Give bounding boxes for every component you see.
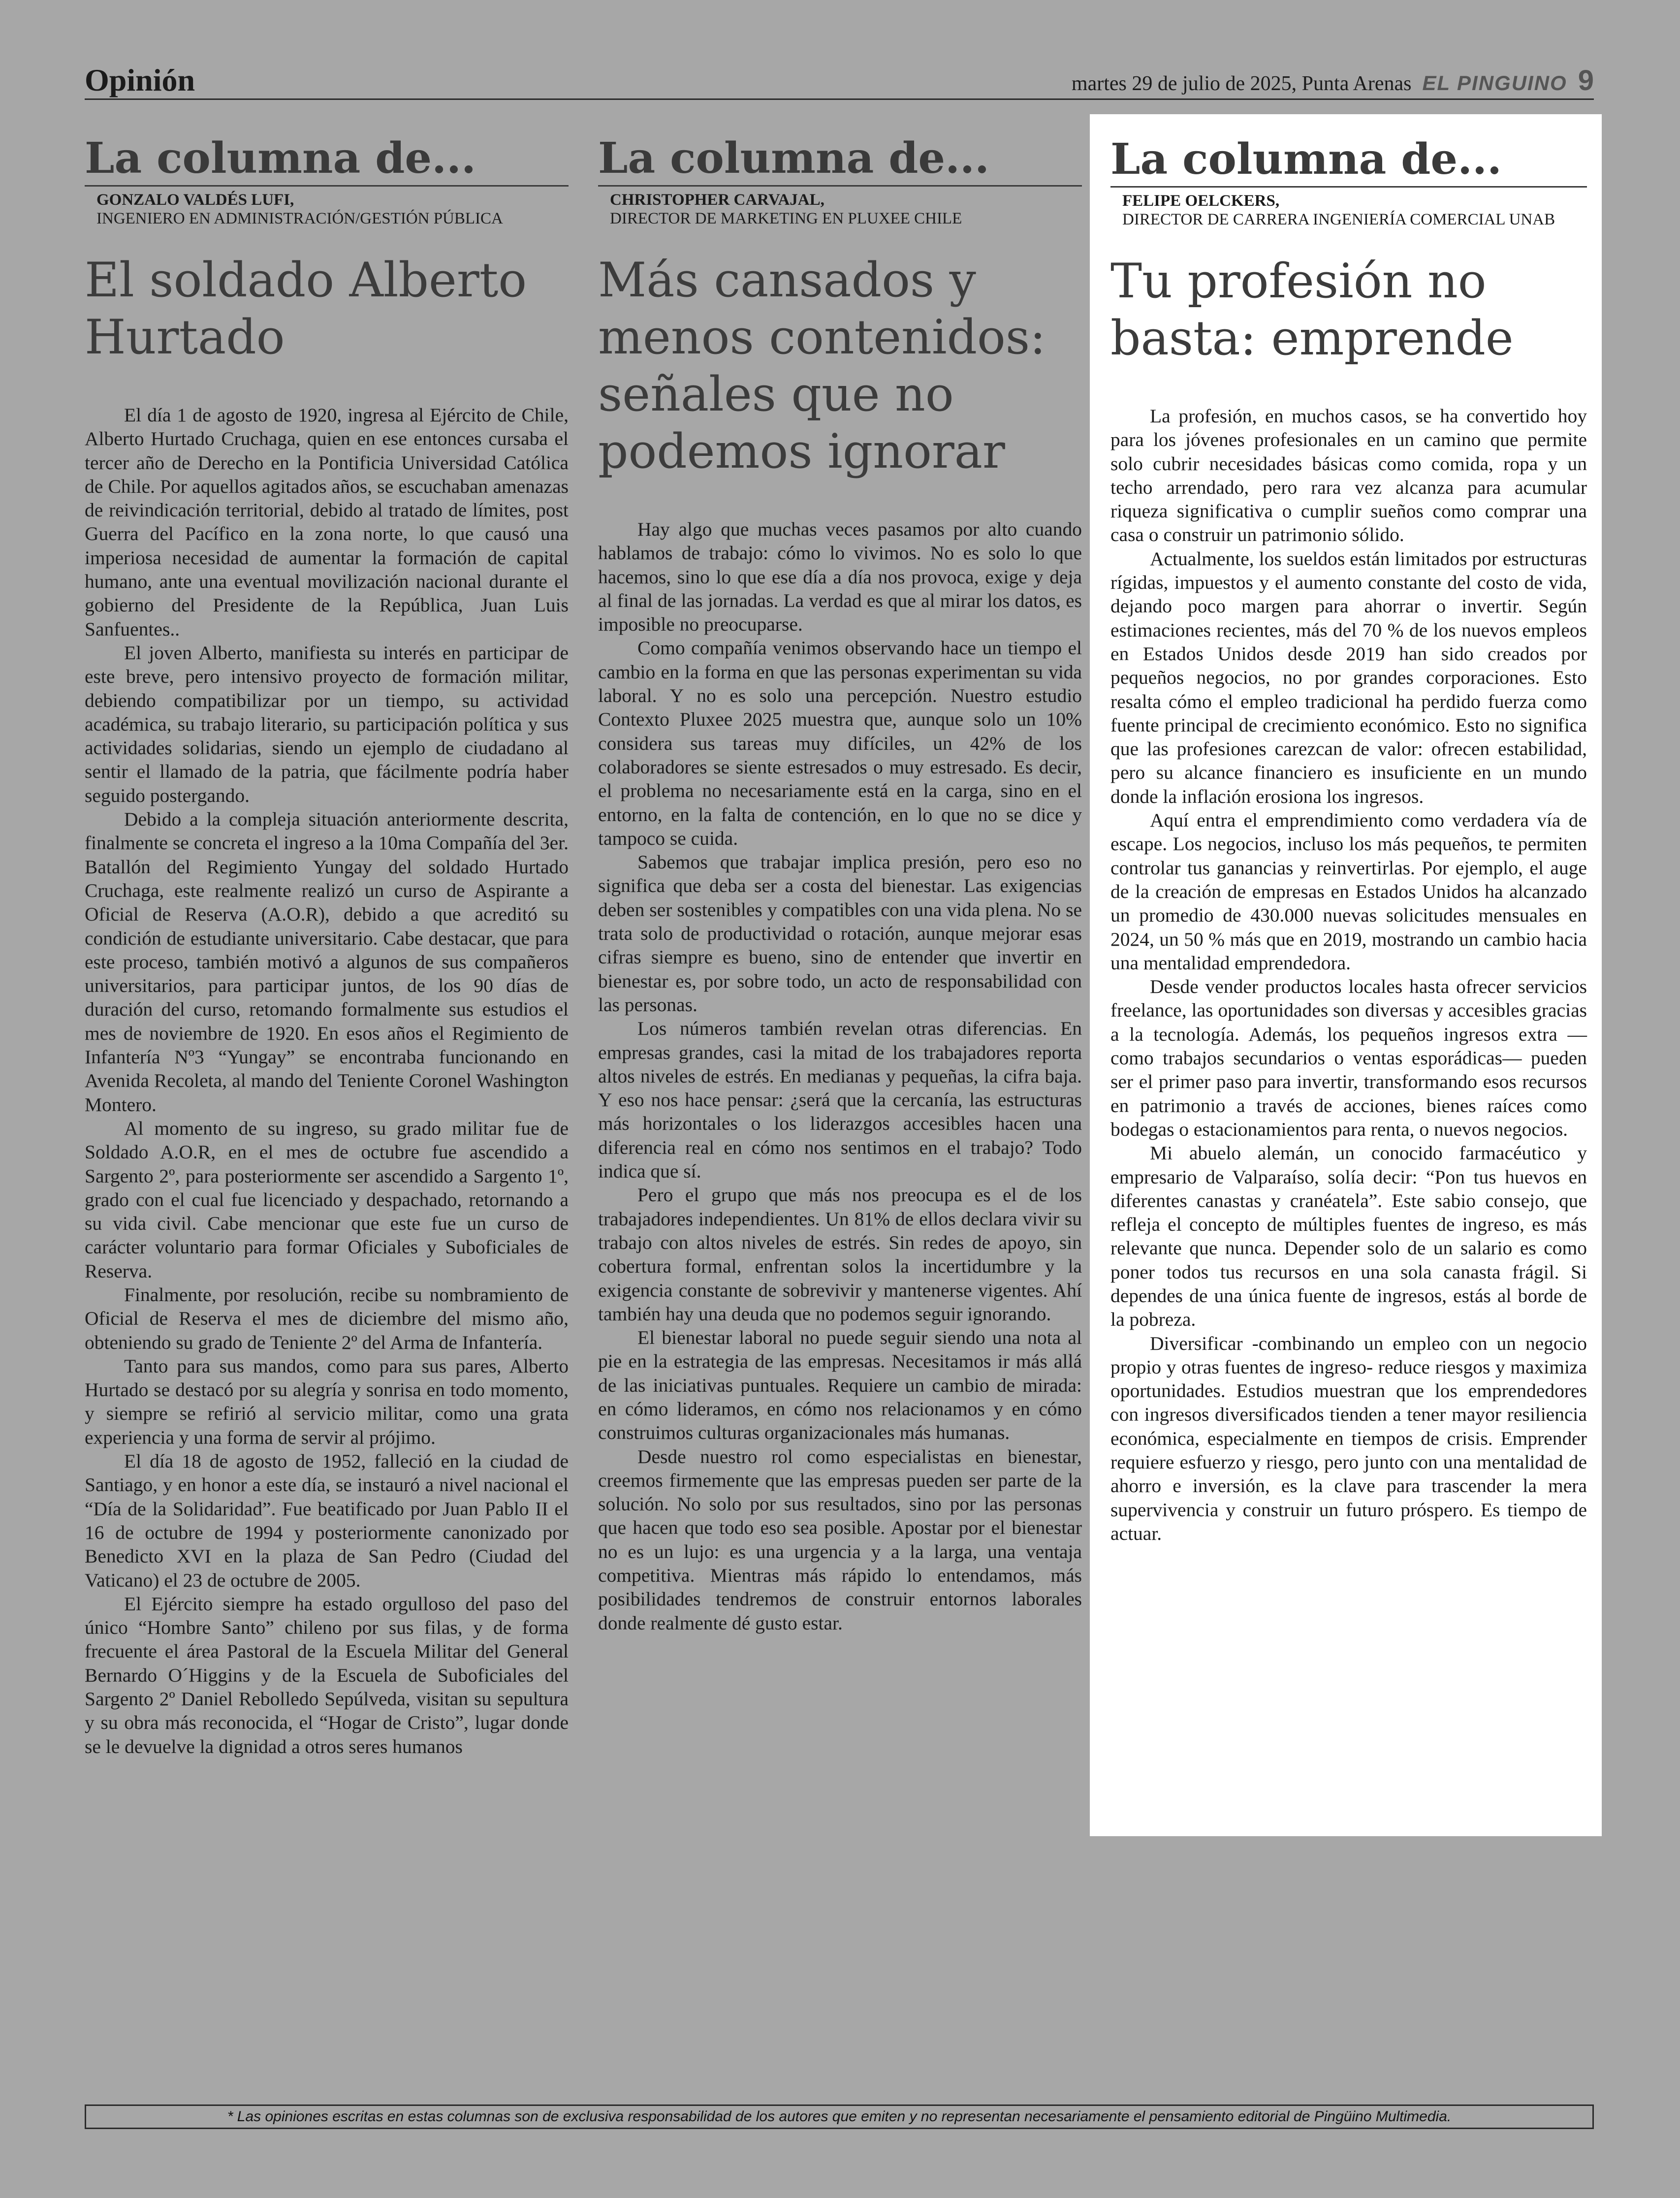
- author-name: GONZALO VALDÉS LUFI,: [96, 191, 294, 209]
- author-byline: [610, 191, 1082, 228]
- paragraph: El día 18 de agosto de 1952, falleció en la ciudad de Santiago, y en honor a este día, se instauró a nivel nacional el “Día de la Solidaridad”. Fue beatificado por Juan Pablo II el 16 de octubre de 1994 y posteriormente canonizado por Benedicto XVI en la plaza de San Pedro (Ciudad del Vaticano) el 23 de octubre de 2005.: [85, 1450, 569, 1591]
- author-name: FELIPE OELCKERS,: [1122, 192, 1280, 210]
- author-role: DIRECTOR DE MARKETING EN PLUXEE CHILE: [610, 210, 962, 227]
- article-body: [1110, 404, 1587, 1545]
- editorial-disclaimer: * Las opiniones escritas en estas columnas son de exclusiva responsabilidad de los autores que emiten y no representan necesariamente el pensamiento editorial de Pingüino Multimedia.: [85, 2104, 1594, 2129]
- paragraph: Los números también revelan otras diferencias. En empresas grandes, casi la mitad de los trabajadores reporta altos niveles de estrés. En medianas y pequeñas, la cifra baja. Y eso nos hace pensar: ¿será que la cercanía, las estructuras más horizontales o los liderazgos accesibles hacen una diferencia real en cómo nos sentimos en el trabajo? Todo indica que sí.: [598, 1018, 1082, 1182]
- paragraph: Actualmente, los sueldos están limitados por estructuras rígidas, impuestos y el aumento constante del costo de vida, dejando poco margen para ahorrar o invertir. Según estimaciones recientes, más del 70 % de los nuevos empleos en Estados Unidos desde 2019 han sido creados por pequeños negocios, no por grandes corporaciones. Esto resalta cómo el empleo tradicional ha perdido fuerza como fuente principal de crecimiento económico. Esto no significa que las profesiones carezcan de valor: ofrecen estabilidad, pero su alcance financiero es insuficiente en un mundo donde la inflación erosiona los ingresos.: [1110, 547, 1587, 807]
- paragraph: Diversificar -combinando un empleo con un negocio propio y otras fuentes de ingreso- reduce riesgos y maximiza oportunidades. Estudios muestran que los emprendedores con ingresos diversificados tienden a tener mayor resiliencia económica, especialmente en tiempos de crisis. Emprender requiere esfuerzo y riesgo, pero junto con una mentalidad de ahorro e inversión, es la clave para trascender la mera supervivencia y construir un futuro próspero. Es tiempo de actuar.: [1110, 1332, 1587, 1544]
- column-kicker: La columna de...: [1110, 135, 1587, 188]
- author-role: INGENIERO EN ADMINISTRACIÓN/GESTIÓN PÚBLICA: [96, 210, 503, 227]
- paragraph: Sabemos que trabajar implica presión, pero eso no significa que deba ser a costa del bienestar. Las exigencias deben ser sostenibles y compatibles con una vida plena. No se trata solo de productividad o rotación, aunque mejorar esas cifras siempre es bueno, sino de entender que invertir en bienestar es, por sobre todo, un acto de responsabilidad con las personas.: [598, 851, 1082, 1016]
- paragraph: Como compañía venimos observando hace un tiempo el cambio en la forma en que las personas experimentan su vida laboral. Y no es solo una percepción. Nuestro estudio Contexto Pluxee 2025 muestra que, aunque solo un 10% considera sus tareas muy difíciles, un 42% de los colaboradores se siente estresados o muy estresado. Es decir, el problema no necesariamente está en la carga, sino en el entorno, en la falta de contención, en lo que no se dice y tampoco se cuida.: [598, 637, 1082, 849]
- article-headline: Tu profesión no basta: emprende: [1110, 254, 1514, 366]
- article-body: [85, 403, 569, 1758]
- author-role: DIRECTOR DE CARRERA INGENIERÍA COMERCIAL UNAB: [1122, 211, 1555, 228]
- paragraph: El Ejército siempre ha estado orgulloso del paso del único “Hombre Santo” chileno por sus filas, y de forma frecuente el área Pastoral de la Escuela Militar del General Bernardo O´Higgins y de la Escuela de Suboficiales del Sargento 2º Daniel Rebolledo Sepúlveda, visitan su sepultura y su obra más reconocida, el “Hogar de Cristo”, lugar donde se le devuelve la dignidad a otros seres humanos: [85, 1593, 569, 1757]
- paragraph: Debido a la compleja situación anteriormente descrita, finalmente se concreta el ingreso a la 10ma Compañía del 3er. Batallón del Regimiento Yungay del soldado Hurtado Cruchaga, este realmente realizó un curso de Aspirante a Oficial de Reserva (A.O.R), debido a que acreditó su condición de estudiante universitario. Cabe destacar, que para este proceso, también motivó a algunos de sus compañeros universitarios, para participar juntos, de los 90 días de duración del curso, retomando formalmente sus estudios el mes de noviembre de 1920. En esos años el Regimiento de Infantería Nº3 “Yungay” se encontraba funcionando en Avenida Recoleta, al mando del Teniente Coronel Washington Montero.: [85, 808, 569, 1115]
- paragraph: Finalmente, por resolución, recibe su nombramiento de Oficial de Reserva el mes de diciembre del mismo año, obteniendo su grado de Teniente 2º del Arma de Infantería.: [85, 1283, 569, 1353]
- paragraph: Hay algo que muchas veces pasamos por alto cuando hablamos de trabajo: cómo lo vivimos. No es solo lo que hacemos, sino lo que ese día a día nos provoca, exige y deja al final de las jornadas. La verdad es que al mirar los datos, es imposible no preocuparse.: [598, 518, 1082, 636]
- author-byline: [96, 191, 569, 228]
- paragraph: Desde nuestro rol como especialistas en bienestar, creemos firmemente que las empresas pueden ser parte de la solución. No solo por sus resultados, sino por las personas que hacen que todo eso sea posible. Apostar por el bienestar no es un lujo: es una urgencia y a la larga, una ventaja competitiva. Mientras más rápido lo entendamos, más posibilidades tendremos de construir entornos laborales donde realmente dé gusto estar.: [598, 1445, 1082, 1634]
- paragraph: El bienestar laboral no puede seguir siendo una nota al pie en la estrategia de las empresas. Necesitamos ir más allá de las iniciativas puntuales. Requiere un cambio de mirada: en cómo lideramos, en cómo nos relacionamos y en cómo construimos culturas organizacionales más humanas.: [598, 1327, 1082, 1444]
- paragraph: El joven Alberto, manifiesta su interés en participar de este breve, pero intensivo proyecto de formación militar, debiendo compatibilizar por un tiempo, su actividad académica, su trabajo literario, su participación política y sus actividades solidarias, siendo un ejemplo de ciudadano al sentir el llamado de la patria, que fácilmente podría haber seguido postergando.: [85, 641, 569, 806]
- author-byline: [1122, 191, 1587, 229]
- dateline: martes 29 de julio de 2025, Punta Arenas: [1071, 72, 1412, 95]
- paragraph: La profesión, en muchos casos, se ha convertido hoy para los jóvenes profesionales en un camino que permite solo cubrir necesidades básicas como comida, ropa y un techo arrendado, pero rara vez alcanza para acumular riqueza significativa o cumplir sueños como comprar una casa o construir un patrimonio sólido.: [1110, 405, 1587, 546]
- column-1: [85, 114, 569, 1758]
- article-headline: El soldado Alberto Hurtado: [85, 253, 527, 365]
- paragraph: Desde vender productos locales hasta ofrecer servicios freelance, las oportunidades son diversas y accesibles gracias a la tecnología. Además, los pequeños ingresos extra —como trabajos secundarios o ventas esporádicas— pueden ser el primer paso para invertir, transformando esos recursos en patrimonio a través de acciones, bienes raíces como bodegas o estacionamientos para renta, o nuevos negocios.: [1110, 976, 1587, 1140]
- section-title: Opinión: [85, 63, 195, 97]
- column-3-highlighted: [1090, 114, 1602, 1836]
- article-headline: Más cansados y menos contenidos: señales que no podemos ignorar: [598, 253, 1046, 479]
- column-kicker: La columna de...: [598, 134, 1082, 187]
- header-meta: [1072, 64, 1594, 97]
- page-header: [85, 60, 1594, 100]
- page-number: 9: [1578, 64, 1594, 96]
- paragraph: Al momento de su ingreso, su grado militar fue de Soldado A.O.R, en el mes de octubre fue ascendido a Sargento 2º, para posteriormente ser ascendido a Sargento 1º, grado con el cual fue licenciado y despachado, retornando a su vida civil. Cabe mencionar que este fue un curso de carácter voluntario para formar Oficiales y Suboficiales de Reserva.: [85, 1117, 569, 1282]
- column-kicker: La columna de...: [85, 134, 569, 187]
- paragraph: El día 1 de agosto de 1920, ingresa al Ejército de Chile, Alberto Hurtado Cruchaga, quien en ese entonces cursaba el tercer año de Derecho en la Pontificia Universidad Católica de Chile. Por aquellos agitados años, se escuchaban amenazas de reivindicación territorial, debido al tratado de límites, post Guerra del Pacífico en la zona norte, lo que causó una imperiosa necesidad de aumentar la formación de capital humano, ante una eventual movilización nacional durante el gobierno del Presidente de la República, Juan Luis Sanfuentes..: [85, 404, 569, 640]
- article-body: [598, 517, 1082, 1635]
- author-name: CHRISTOPHER CARVAJAL,: [610, 191, 824, 209]
- paragraph: Pero el grupo que más nos preocupa es el de los trabajadores independientes. Un 81% de ellos declara vivir su trabajo con altos niveles de estrés. Sin redes de apoyo, sin cobertura formal, enfrentan solos la incertidumbre y la exigencia constante de sobrevivir y mantenerse vigentes. Ahí también hay una deuda que no podemos seguir ignorando.: [598, 1184, 1082, 1325]
- column-2: [598, 114, 1082, 1635]
- paragraph: Tanto para sus mandos, como para sus pares, Alberto Hurtado se destacó por su alegría y sonrisa en todo momento, y siempre se refirió al servicio militar, como una grata experiencia y una forma de servir al prójimo.: [85, 1355, 569, 1448]
- paragraph: Mi abuelo alemán, un conocido farmacéutico y empresario de Valparaíso, solía decir: “Pon tus huevos en diferentes canastas y cranéatela”. Este sabio consejo, que refleja el concepto de múltiples fuentes de ingreso, es más relevante que nunca. Depender solo de un salario es como poner todos tus recursos en una sola canasta frágil. Si dependes de una única fuente de ingresos, estás al borde de la pobreza.: [1110, 1142, 1587, 1331]
- paragraph: Aquí entra el emprendimiento como verdadera vía de escape. Los negocios, incluso los más pequeños, te permiten controlar tus ganancias y reinvertirlas. Por ejemplo, el auge de la creación de empresas en Estados Unidos ha alcanzado un promedio de 430.000 nuevas solicitudes mensuales en 2024, un 50 % más que en 2019, mostrando un cambio hacia una mentalidad emprendedora.: [1110, 809, 1587, 974]
- newspaper-logo: EL PINGUINO: [1422, 71, 1567, 95]
